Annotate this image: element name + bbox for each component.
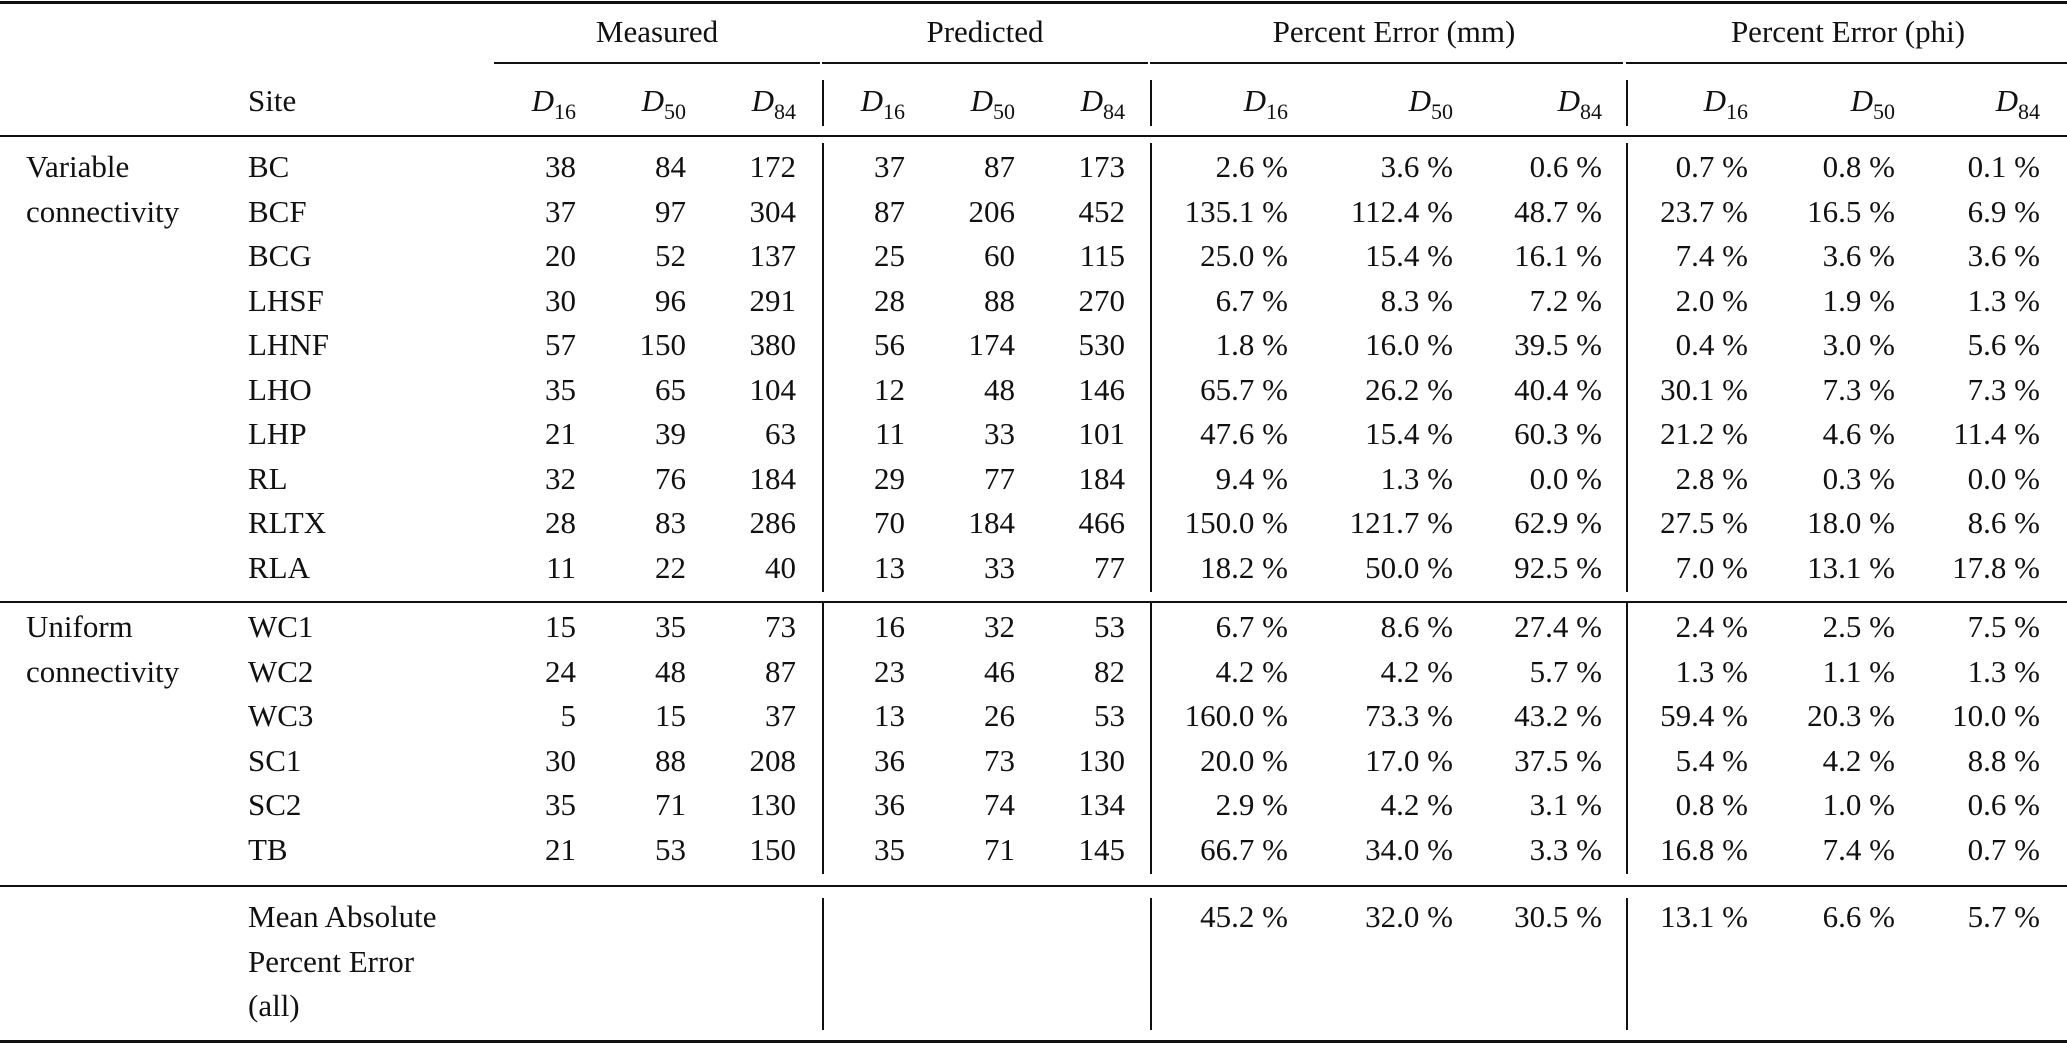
measured-value: 24 <box>545 653 576 689</box>
subcolumn-subscript: 84 <box>1103 99 1125 124</box>
error-mm-value: 4.2 % <box>1215 653 1288 689</box>
subcolumn-base: D <box>641 83 664 118</box>
measured-value: 286 <box>749 505 796 540</box>
error-phi-value: 11.4 % <box>1953 416 2040 451</box>
error-mm-value: 48.7 % <box>1514 193 1602 229</box>
measured-value: 53 <box>655 831 686 867</box>
measured-value: 11 <box>546 549 576 585</box>
measured-value: 208 <box>749 742 796 778</box>
column-separator <box>1150 143 1152 592</box>
predicted-value: 466 <box>1078 505 1125 540</box>
measured-value: 304 <box>749 193 796 229</box>
predicted-value: 13 <box>874 698 905 733</box>
predicted-value: 12 <box>874 371 905 407</box>
table-rule <box>0 885 2067 887</box>
group-underline <box>1150 62 1623 64</box>
predicted-value: 37 <box>874 149 905 184</box>
mean-error-mm: 32.0 % <box>1365 899 1453 934</box>
error-phi-value: 8.8 % <box>1967 742 2040 778</box>
measured-value: 37 <box>545 193 576 229</box>
predicted-value: 146 <box>1078 371 1125 407</box>
measured-value: 35 <box>545 371 576 407</box>
measured-value: 71 <box>655 787 686 822</box>
error-mm-value: 112.4 % <box>1350 193 1453 229</box>
error-phi-value: 21.2 % <box>1660 416 1748 451</box>
error-mm-value: 66.7 % <box>1200 831 1288 867</box>
summary-label: Mean Absolute <box>248 899 437 934</box>
error-phi-value: 18.0 % <box>1807 505 1895 540</box>
error-phi-value: 5.6 % <box>1967 327 2040 362</box>
predicted-value: 28 <box>874 282 905 318</box>
error-mm-value: 135.1 % <box>1184 193 1288 229</box>
subcolumn-header <box>1775 83 1895 124</box>
error-mm-value: 121.7 % <box>1349 505 1453 540</box>
subcolumn-header <box>1168 83 1288 124</box>
subcolumn-header <box>676 83 796 124</box>
site-name: TB <box>248 831 288 867</box>
measured-value: 40 <box>765 549 796 585</box>
measured-value: 76 <box>655 460 686 496</box>
predicted-value: 101 <box>1078 416 1125 451</box>
error-phi-value: 6.9 % <box>1967 193 2040 229</box>
predicted-value: 35 <box>874 831 905 867</box>
site-name: BCG <box>248 238 312 273</box>
predicted-value: 82 <box>1094 653 1125 689</box>
site-name: WC2 <box>248 653 314 689</box>
error-mm-value: 7.2 % <box>1529 282 1602 318</box>
error-mm-value: 50.0 % <box>1365 549 1453 585</box>
subcolumn-subscript: 84 <box>2018 99 2040 124</box>
error-mm-value: 6.7 % <box>1215 609 1288 644</box>
predicted-value: 48 <box>984 371 1015 407</box>
error-mm-value: 16.1 % <box>1514 238 1602 273</box>
error-phi-value: 7.3 % <box>1822 371 1895 407</box>
predicted-value: 70 <box>874 505 905 540</box>
column-separator <box>1626 80 1628 126</box>
measured-value: 104 <box>749 371 796 407</box>
error-phi-value: 3.0 % <box>1822 327 1895 362</box>
predicted-value: 173 <box>1078 149 1125 184</box>
predicted-value: 452 <box>1078 193 1125 229</box>
error-phi-value: 27.5 % <box>1660 505 1748 540</box>
predicted-value: 53 <box>1094 698 1125 733</box>
subcolumn-subscript: 50 <box>993 99 1015 124</box>
error-phi-value: 5.4 % <box>1675 742 1748 778</box>
error-mm-value: 43.2 % <box>1514 698 1602 733</box>
error-phi-value: 7.4 % <box>1675 238 1748 273</box>
group-underline <box>494 62 820 64</box>
measured-value: 5 <box>560 698 576 733</box>
summary-label: Percent Error <box>248 943 415 979</box>
column-separator <box>822 143 824 592</box>
error-phi-value: 16.5 % <box>1807 193 1895 229</box>
subcolumn-subscript: 84 <box>1580 99 1602 124</box>
column-separator <box>1150 898 1152 1030</box>
site-name: BC <box>248 149 290 184</box>
error-mm-value: 37.5 % <box>1514 742 1602 778</box>
error-mm-value: 1.3 % <box>1380 460 1453 496</box>
error-phi-value: 4.6 % <box>1822 416 1895 451</box>
measured-value: 38 <box>545 149 576 184</box>
site-name: SC2 <box>248 787 302 822</box>
subcolumn-base: D <box>1850 83 1873 118</box>
predicted-value: 36 <box>874 742 905 778</box>
predicted-value: 60 <box>984 238 1015 273</box>
predicted-value: 33 <box>984 416 1015 451</box>
table-rule <box>0 1040 2067 1043</box>
group-underline <box>822 62 1148 64</box>
site-name: RL <box>248 460 288 496</box>
column-separator <box>1150 603 1152 874</box>
error-mm-value: 4.2 % <box>1380 787 1453 822</box>
predicted-value: 530 <box>1078 327 1125 362</box>
error-phi-value: 0.6 % <box>1967 787 2040 822</box>
measured-value: 35 <box>545 787 576 822</box>
error-phi-value: 7.5 % <box>1967 609 2040 644</box>
error-mm-value: 6.7 % <box>1215 282 1288 318</box>
summary-label: (all) <box>248 988 300 1023</box>
measured-value: 32 <box>545 460 576 496</box>
measured-value: 15 <box>655 698 686 733</box>
measured-value: 22 <box>655 549 686 585</box>
predicted-value: 130 <box>1078 742 1125 778</box>
error-phi-value: 7.4 % <box>1822 831 1895 867</box>
error-mm-value: 15.4 % <box>1365 238 1453 273</box>
predicted-value: 134 <box>1078 787 1125 822</box>
measured-value: 137 <box>749 238 796 273</box>
predicted-value: 87 <box>874 193 905 229</box>
measured-value: 21 <box>545 416 576 451</box>
error-mm-value: 27.4 % <box>1514 609 1602 644</box>
error-phi-value: 0.8 % <box>1675 787 1748 822</box>
predicted-value: 29 <box>874 460 905 496</box>
site-name: LHO <box>248 371 312 407</box>
error-phi-value: 7.0 % <box>1675 549 1748 585</box>
subcolumn-header <box>1920 83 2040 124</box>
error-mm-value: 3.6 % <box>1380 149 1453 184</box>
subcolumn-base: D <box>751 83 774 118</box>
error-mm-value: 60.3 % <box>1514 416 1602 451</box>
subcolumn-base: D <box>531 83 554 118</box>
predicted-value: 73 <box>984 742 1015 778</box>
predicted-value: 46 <box>984 653 1015 689</box>
section-label: connectivity <box>26 653 180 689</box>
error-mm-value: 8.3 % <box>1380 282 1453 318</box>
group-underline <box>1626 62 2067 64</box>
measured-value: 87 <box>765 653 796 689</box>
measured-value: 20 <box>545 238 576 273</box>
error-phi-value: 13.1 % <box>1807 549 1895 585</box>
site-name: RLTX <box>248 505 327 540</box>
measured-value: 83 <box>655 505 686 540</box>
subcolumn-subscript: 16 <box>554 99 576 124</box>
predicted-value: 23 <box>874 653 905 689</box>
subcolumn-subscript: 50 <box>664 99 686 124</box>
measured-value: 96 <box>655 282 686 318</box>
error-mm-value: 3.1 % <box>1529 787 1602 822</box>
site-column-header: Site <box>248 83 297 118</box>
error-mm-value: 1.8 % <box>1215 327 1288 362</box>
predicted-value: 16 <box>874 609 905 644</box>
measured-value: 150 <box>749 831 796 867</box>
measured-value: 15 <box>545 609 576 644</box>
section-label: Variable <box>26 149 130 184</box>
error-phi-value: 1.3 % <box>1967 282 2040 318</box>
error-phi-value: 59.4 % <box>1660 698 1748 733</box>
table-rule <box>0 601 2067 603</box>
error-mm-value: 73.3 % <box>1365 698 1453 733</box>
error-phi-value: 23.7 % <box>1660 193 1748 229</box>
predicted-value: 56 <box>874 327 905 362</box>
group-header: Percent Error (phi) <box>1730 14 1966 49</box>
predicted-value: 33 <box>984 549 1015 585</box>
error-mm-value: 3.3 % <box>1529 831 1602 867</box>
site-name: LHSF <box>248 282 324 318</box>
error-mm-value: 92.5 % <box>1514 549 1602 585</box>
error-mm-value: 150.0 % <box>1184 505 1288 540</box>
measured-value: 291 <box>749 282 796 318</box>
error-phi-value: 2.4 % <box>1675 609 1748 644</box>
error-phi-value: 2.0 % <box>1675 282 1748 318</box>
error-phi-value: 10.0 % <box>1952 698 2040 733</box>
error-phi-value: 30.1 % <box>1660 371 1748 407</box>
error-phi-value: 1.3 % <box>1967 653 2040 689</box>
table-rule <box>0 135 2067 137</box>
error-phi-value: 8.6 % <box>1967 505 2040 540</box>
error-mm-value: 20.0 % <box>1200 742 1288 778</box>
error-phi-value: 2.5 % <box>1822 609 1895 644</box>
subcolumn-subscript: 16 <box>1726 99 1748 124</box>
predicted-value: 77 <box>984 460 1015 496</box>
measured-value: 65 <box>655 371 686 407</box>
subcolumn-base: D <box>1243 83 1266 118</box>
section-label: Uniform <box>26 609 133 644</box>
error-mm-value: 15.4 % <box>1365 416 1453 451</box>
measured-value: 30 <box>545 282 576 318</box>
predicted-value: 184 <box>968 505 1015 540</box>
error-mm-value: 62.9 % <box>1514 505 1602 540</box>
group-header: Percent Error (mm) <box>1272 14 1516 49</box>
error-mm-value: 2.6 % <box>1215 149 1288 184</box>
error-phi-value: 1.0 % <box>1822 787 1895 822</box>
predicted-value: 77 <box>1094 549 1125 585</box>
predicted-value: 11 <box>875 416 905 451</box>
subcolumn-subscript: 84 <box>774 99 796 124</box>
error-phi-value: 7.3 % <box>1967 371 2040 407</box>
error-mm-value: 16.0 % <box>1365 327 1453 362</box>
site-name: BCF <box>248 193 307 229</box>
subcolumn-base: D <box>970 83 993 118</box>
error-mm-value: 160.0 % <box>1184 698 1288 733</box>
subcolumn-header <box>1005 83 1125 124</box>
predicted-value: 36 <box>874 787 905 822</box>
column-separator <box>822 80 824 126</box>
predicted-value: 88 <box>984 282 1015 318</box>
subcolumn-base: D <box>1408 83 1431 118</box>
subcolumn-base: D <box>1557 83 1580 118</box>
measured-value: 73 <box>765 609 796 644</box>
measured-value: 150 <box>639 327 686 362</box>
subcolumn-subscript: 50 <box>1431 99 1453 124</box>
error-mm-value: 8.6 % <box>1380 609 1453 644</box>
site-name: LHP <box>248 416 307 451</box>
error-phi-value: 0.4 % <box>1675 327 1748 362</box>
error-phi-value: 3.6 % <box>1822 238 1895 273</box>
group-header: Predicted <box>926 14 1044 49</box>
measured-value: 97 <box>655 193 686 229</box>
measured-value: 48 <box>655 653 686 689</box>
measured-value: 130 <box>749 787 796 822</box>
predicted-value: 53 <box>1094 609 1125 644</box>
group-header: Measured <box>595 14 719 49</box>
measured-value: 37 <box>765 698 796 733</box>
error-phi-value: 1.9 % <box>1822 282 1895 318</box>
mean-error-mm: 30.5 % <box>1514 899 1602 934</box>
subcolumn-base: D <box>1080 83 1103 118</box>
measured-value: 35 <box>655 609 686 644</box>
subcolumn-subscript: 16 <box>883 99 905 124</box>
subcolumn-subscript: 16 <box>1266 99 1288 124</box>
error-phi-value: 0.8 % <box>1822 149 1895 184</box>
error-mm-value: 9.4 % <box>1215 460 1288 496</box>
error-phi-value: 0.0 % <box>1967 460 2040 496</box>
column-separator <box>822 603 824 874</box>
measured-value: 172 <box>749 149 796 184</box>
error-mm-value: 4.2 % <box>1380 653 1453 689</box>
error-mm-value: 25.0 % <box>1200 238 1288 273</box>
subcolumn-base: D <box>1995 83 2018 118</box>
error-phi-value: 20.3 % <box>1807 698 1895 733</box>
predicted-value: 115 <box>1079 238 1125 273</box>
error-mm-value: 0.6 % <box>1529 149 1602 184</box>
predicted-value: 87 <box>984 149 1015 184</box>
measured-value: 21 <box>545 831 576 867</box>
mean-error-mm: 45.2 % <box>1200 899 1288 934</box>
subcolumn-header <box>895 83 1015 124</box>
predicted-value: 71 <box>984 831 1015 867</box>
site-name: RLA <box>248 549 310 585</box>
subcolumn-header <box>566 83 686 124</box>
error-mm-value: 18.2 % <box>1200 549 1288 585</box>
predicted-value: 206 <box>968 193 1015 229</box>
subcolumn-header <box>1628 83 1748 124</box>
site-name: WC3 <box>248 698 314 733</box>
error-mm-value: 39.5 % <box>1514 327 1602 362</box>
error-phi-value: 3.6 % <box>1967 238 2040 273</box>
error-mm-value: 40.4 % <box>1514 371 1602 407</box>
measured-value: 30 <box>545 742 576 778</box>
error-mm-value: 5.7 % <box>1529 653 1602 689</box>
predicted-value: 270 <box>1078 282 1125 318</box>
measured-value: 57 <box>545 327 576 362</box>
error-mm-value: 0.0 % <box>1529 460 1602 496</box>
subcolumn-base: D <box>1703 83 1726 118</box>
error-phi-value: 17.8 % <box>1952 549 2040 585</box>
column-separator <box>1626 603 1628 874</box>
measured-value: 184 <box>749 460 796 496</box>
mean-error-phi: 5.7 % <box>1967 899 2040 934</box>
predicted-value: 145 <box>1078 831 1125 867</box>
predicted-value: 26 <box>984 698 1015 733</box>
mean-error-phi: 13.1 % <box>1660 899 1748 934</box>
error-mm-value: 26.2 % <box>1365 371 1453 407</box>
column-separator <box>822 898 824 1030</box>
mean-error-phi: 6.6 % <box>1822 899 1895 934</box>
measured-value: 380 <box>749 327 796 362</box>
predicted-value: 25 <box>874 238 905 273</box>
error-mm-value: 65.7 % <box>1200 371 1288 407</box>
subcolumn-header <box>456 83 576 124</box>
site-name: WC1 <box>248 609 314 644</box>
measured-value: 63 <box>765 416 796 451</box>
error-phi-value: 1.1 % <box>1822 653 1895 689</box>
subcolumn-header <box>1333 83 1453 124</box>
error-phi-value: 0.3 % <box>1822 460 1895 496</box>
measured-value: 28 <box>545 505 576 540</box>
subcolumn-subscript: 50 <box>1873 99 1895 124</box>
measured-value: 52 <box>655 238 686 273</box>
predicted-value: 184 <box>1078 460 1125 496</box>
column-separator <box>1626 898 1628 1030</box>
error-phi-value: 2.8 % <box>1675 460 1748 496</box>
error-mm-value: 17.0 % <box>1365 742 1453 778</box>
column-separator <box>1626 143 1628 592</box>
error-mm-value: 2.9 % <box>1215 787 1288 822</box>
measured-value: 84 <box>655 149 686 184</box>
measured-value: 88 <box>655 742 686 778</box>
table-rule <box>0 1 2067 4</box>
section-label: connectivity <box>26 193 180 229</box>
error-phi-value: 16.8 % <box>1660 831 1748 867</box>
column-separator <box>1150 80 1152 126</box>
error-phi-value: 0.7 % <box>1967 831 2040 867</box>
error-mm-value: 34.0 % <box>1365 831 1453 867</box>
error-phi-value: 4.2 % <box>1822 742 1895 778</box>
error-mm-value: 47.6 % <box>1200 416 1288 451</box>
measured-value: 39 <box>655 416 686 451</box>
error-phi-value: 0.7 % <box>1675 149 1748 184</box>
predicted-value: 74 <box>984 787 1015 822</box>
subcolumn-header <box>1482 83 1602 124</box>
error-phi-value: 1.3 % <box>1675 653 1748 689</box>
site-name: SC1 <box>248 742 302 778</box>
site-name: LHNF <box>248 327 329 362</box>
predicted-value: 13 <box>874 549 905 585</box>
error-phi-value: 0.1 % <box>1967 149 2040 184</box>
predicted-value: 174 <box>968 327 1015 362</box>
subcolumn-base: D <box>860 83 883 118</box>
predicted-value: 32 <box>984 609 1015 644</box>
